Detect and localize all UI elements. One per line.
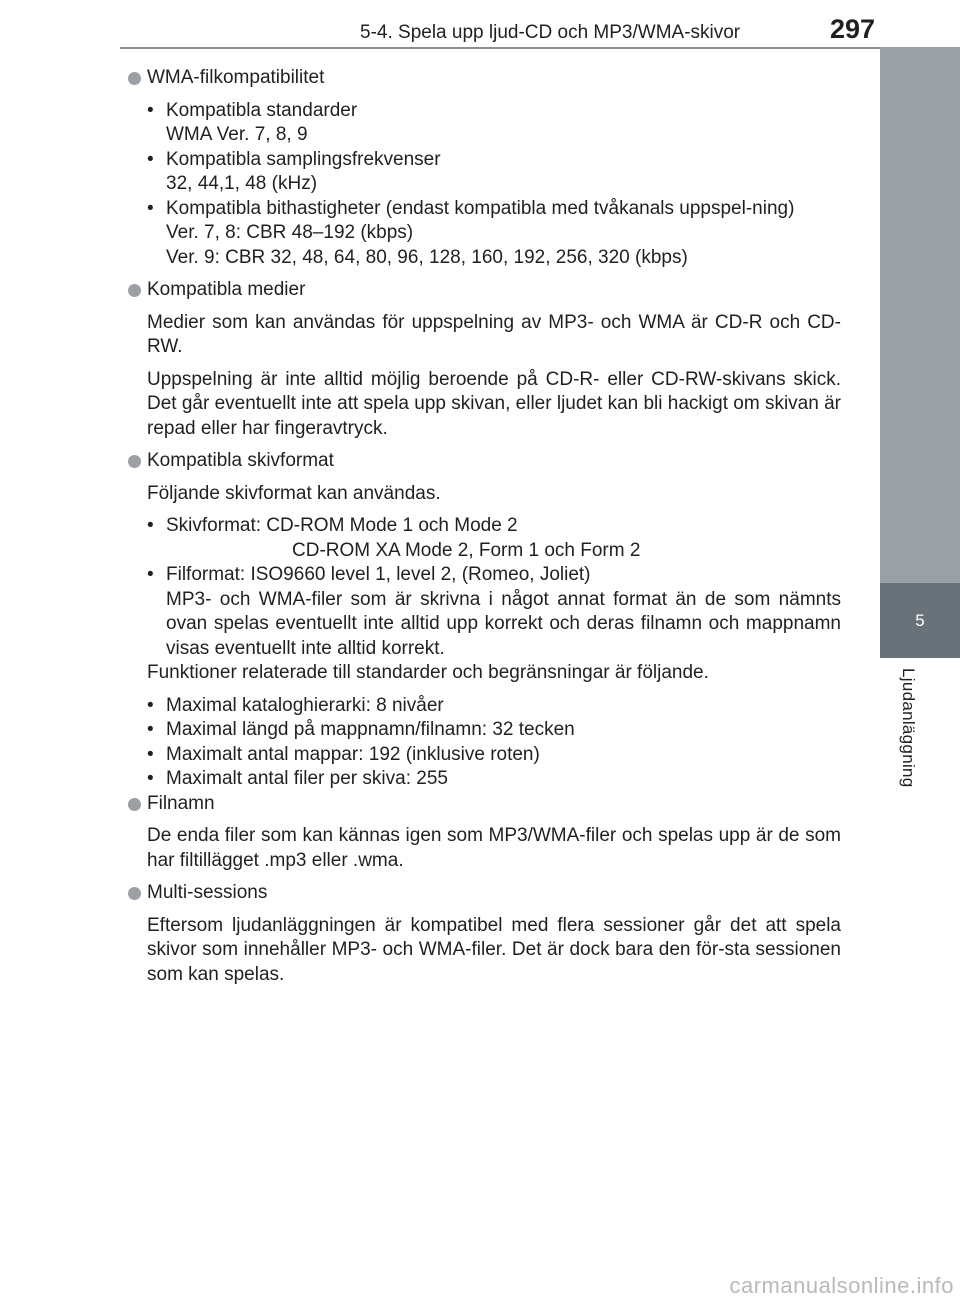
paragraph: Funktioner relaterade till standarder och begränsningar är följande. <box>147 662 709 683</box>
section-title-formats <box>128 449 841 474</box>
section-bullet-icon <box>128 284 141 297</box>
list-item <box>147 197 841 271</box>
section-title-text: Multi-sessions <box>147 882 268 903</box>
file-format-note: MP3- och WMA-filer som är skrivna i något annat format än de som nämnts ovan spelas eventuellt inte alltid upp korrekt och deras filnamn och mappnamn visas eventuellt inte alltid korrekt. <box>166 588 841 659</box>
page-number: 297 <box>830 14 876 44</box>
item-detail: 32, 44,1, 48 (kHz) <box>166 173 318 194</box>
section-bullet-icon <box>128 887 141 900</box>
list-item: • Maximal längd på mappnamn/filnamn: 32 tecken <box>147 718 841 743</box>
paragraph: De enda filer som kan kännas igen som MP3/WMA-filer och spelas upp är de som har filtillägget .mp3 eller .wma. <box>147 825 841 871</box>
section-title-text: Filnamn <box>147 792 215 814</box>
chapter-tab-label: Ljudanläggning <box>899 668 918 788</box>
section-title-wma <box>128 66 841 91</box>
disc-format-line: CD-ROM XA Mode 2, Form 1 och Form 2 <box>292 539 641 561</box>
list-item: • Maximalt antal filer per skiva: 255 <box>147 767 841 792</box>
item-label: Kompatibla bithastigheter (endast kompatibla med tvåkanals uppspel-ning) <box>166 197 795 219</box>
chapter-tab[interactable]: 5 <box>880 583 960 658</box>
item-detail: Ver. 7, 8: CBR 48–192 (kbps) <box>166 222 414 243</box>
paragraph: Uppspelning är inte alltid möjlig beroende på CD-R- eller CD-RW-skivans skick. Det går eventuellt inte att spela upp skivan, eller ljudet kan bli hackigt om skivan är repad eller har fingeravtryck. <box>147 368 841 439</box>
file-format-line: Filformat: ISO9660 level 1, level 2, (Romeo, Joliet) <box>166 564 591 585</box>
paragraph: Eftersom ljudanläggningen är kompatibel med flera sessioner går det att spela skivor som innehåller MP3- och WMA-filer. Det är dock bara den för-sta sessionen som kan spelas. <box>147 914 841 985</box>
list-item <box>147 99 841 148</box>
section-title-text: WMA-filkompatibilitet <box>147 67 325 88</box>
disc-format-line: Skivformat: CD-ROM Mode 1 och Mode 2 <box>166 515 518 536</box>
section-bullet-icon <box>128 455 141 468</box>
watermark-text: carmanualsonline.info <box>729 1273 954 1298</box>
item-label: Kompatibla samplingsfrekvenser <box>166 148 441 170</box>
section-title-filenames <box>128 792 841 817</box>
section-title-multisession <box>128 881 841 906</box>
wma-compat-list <box>128 99 841 271</box>
list-item <box>147 563 841 661</box>
list-item: • Maximalt antal mappar: 192 (inklusive roten) <box>147 743 841 768</box>
item-detail: WMA Ver. 7, 8, 9 <box>166 124 308 145</box>
limits-list <box>128 694 841 792</box>
page-content <box>128 66 841 987</box>
section-title-media <box>128 278 841 303</box>
item-label: Kompatibla standarder <box>166 99 358 121</box>
section-title-text: Kompatibla medier <box>147 279 306 300</box>
section-bullet-icon <box>128 72 141 85</box>
paragraph: Medier som kan användas för uppspelning av MP3- och WMA är CD-R och CD-RW. <box>147 311 841 357</box>
section-bullet-icon <box>128 798 141 811</box>
disc-format-list <box>128 514 841 661</box>
side-tab-band <box>880 47 960 583</box>
list-item: • Maximal kataloghierarki: 8 nivåer <box>147 694 841 719</box>
section-title-text: Kompatibla skivformat <box>147 450 334 471</box>
list-item <box>147 148 841 197</box>
page-header-title: 5-4. Spela upp ljud-CD och MP3/WMA-skivor <box>360 22 741 43</box>
paragraph: Följande skivformat kan användas. <box>147 482 441 504</box>
list-item <box>147 514 841 563</box>
item-detail: Ver. 9: CBR 32, 48, 64, 80, 96, 128, 160, 192, 256, 320 (kbps) <box>166 246 688 268</box>
header-divider <box>120 47 890 49</box>
